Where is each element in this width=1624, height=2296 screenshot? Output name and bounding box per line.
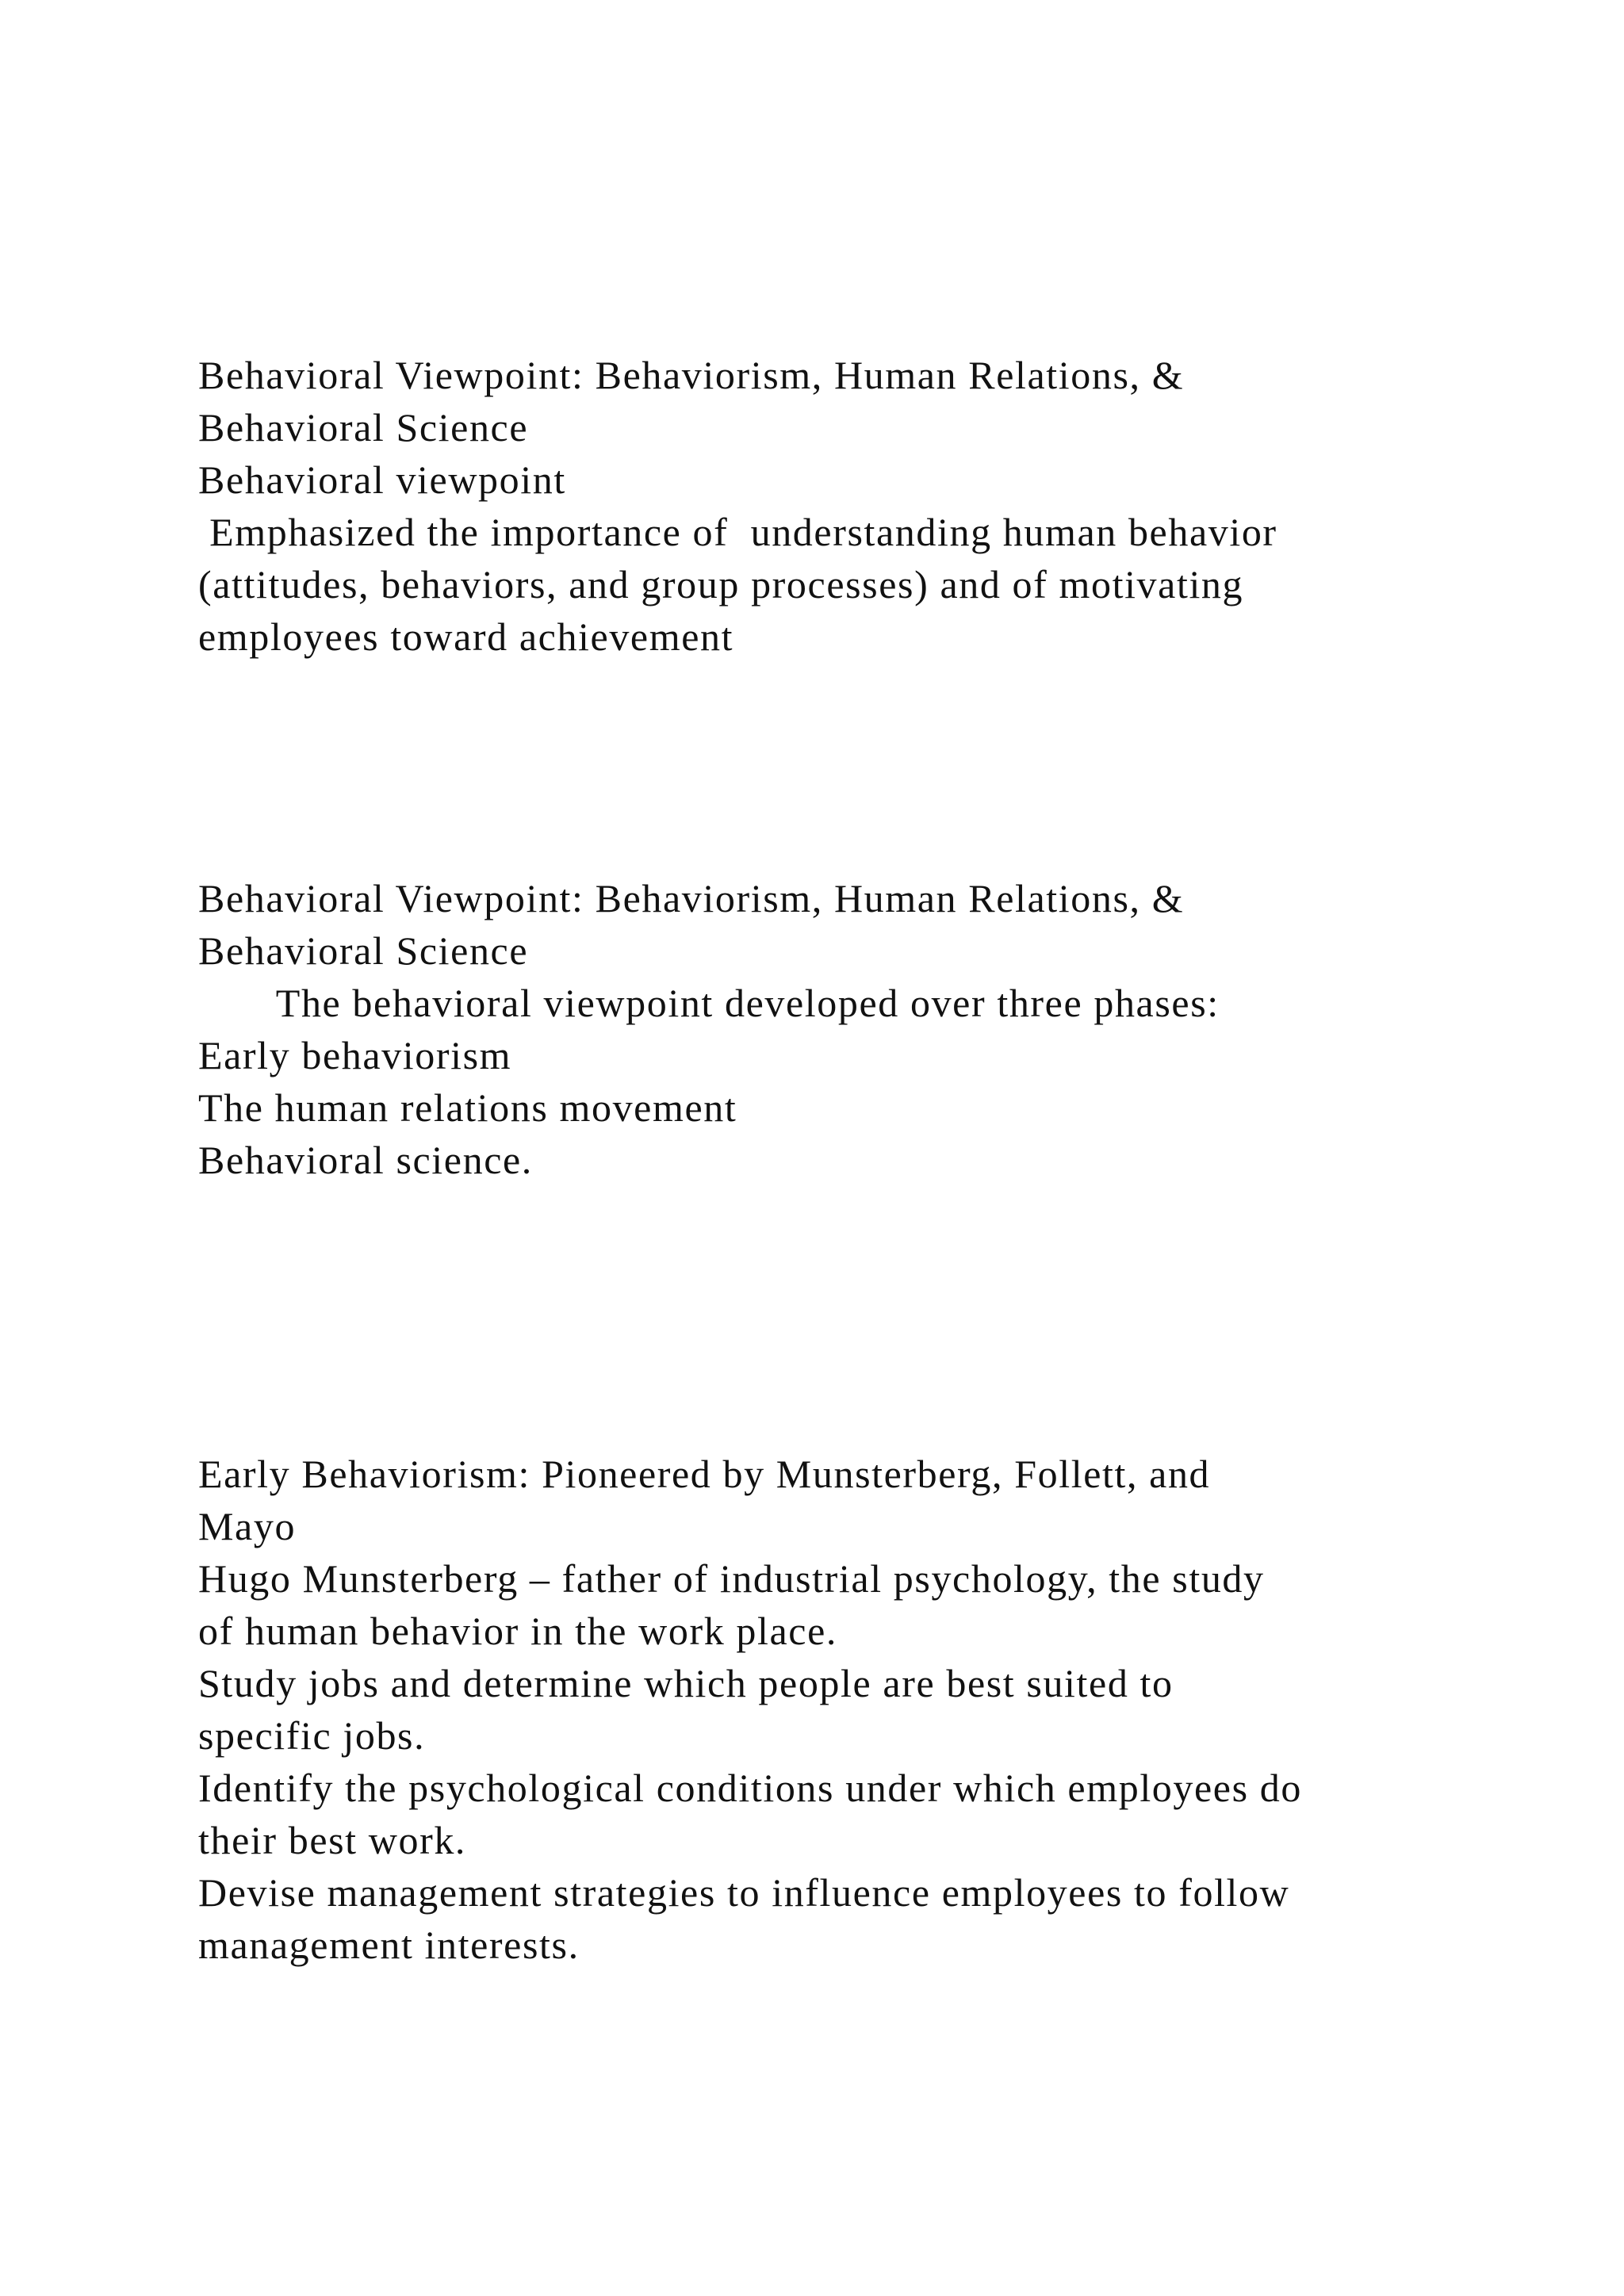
section-heading-line-1: Behavioral Viewpoint: Behaviorism, Human Relations, &: [198, 876, 1185, 920]
text-line: The behavioral viewpoint developed over three phases:: [198, 981, 1220, 1025]
list-item: Devise management strategies to influence employees to follow: [198, 1870, 1290, 1915]
document-body: [198, 349, 1467, 1971]
list-item: specific jobs.: [198, 1713, 426, 1758]
text-line: employees toward achievement: [198, 614, 734, 659]
section-heading-line-1: Behavioral Viewpoint: Behaviorism, Human Relations, &: [198, 353, 1185, 397]
section-behavioral-viewpoint: [198, 349, 1467, 663]
section-early-behaviorism: [198, 1448, 1467, 1971]
list-item: Early behaviorism: [198, 1033, 512, 1077]
list-item: The human relations movement: [198, 1085, 737, 1130]
list-item: management interests.: [198, 1923, 580, 1967]
text-line: Behavioral viewpoint: [198, 457, 566, 502]
section-heading-line-2: Mayo: [198, 1504, 297, 1548]
text-line: (attitudes, behaviors, and group processes) and of motivating: [198, 562, 1244, 607]
section-spacer: [198, 1186, 1467, 1448]
text-line: of human behavior in the work place.: [198, 1609, 837, 1653]
list-item: Behavioral science.: [198, 1138, 533, 1182]
section-heading-line-2: Behavioral Science: [198, 405, 529, 450]
list-item: Identify the psychological conditions under which employees do: [198, 1766, 1302, 1810]
section-three-phases: [198, 872, 1467, 1186]
text-line: Hugo Munsterberg – father of industrial psychology, the study: [198, 1556, 1265, 1601]
text-line: Emphasized the importance of understanding human behavior: [198, 510, 1277, 554]
list-item: Study jobs and determine which people are best suited to: [198, 1661, 1174, 1705]
section-spacer: [198, 663, 1467, 872]
section-heading-line-1: Early Behaviorism: Pioneered by Munsterberg, Follett, and: [198, 1452, 1211, 1496]
section-heading-line-2: Behavioral Science: [198, 928, 529, 973]
list-item: their best work.: [198, 1818, 467, 1862]
